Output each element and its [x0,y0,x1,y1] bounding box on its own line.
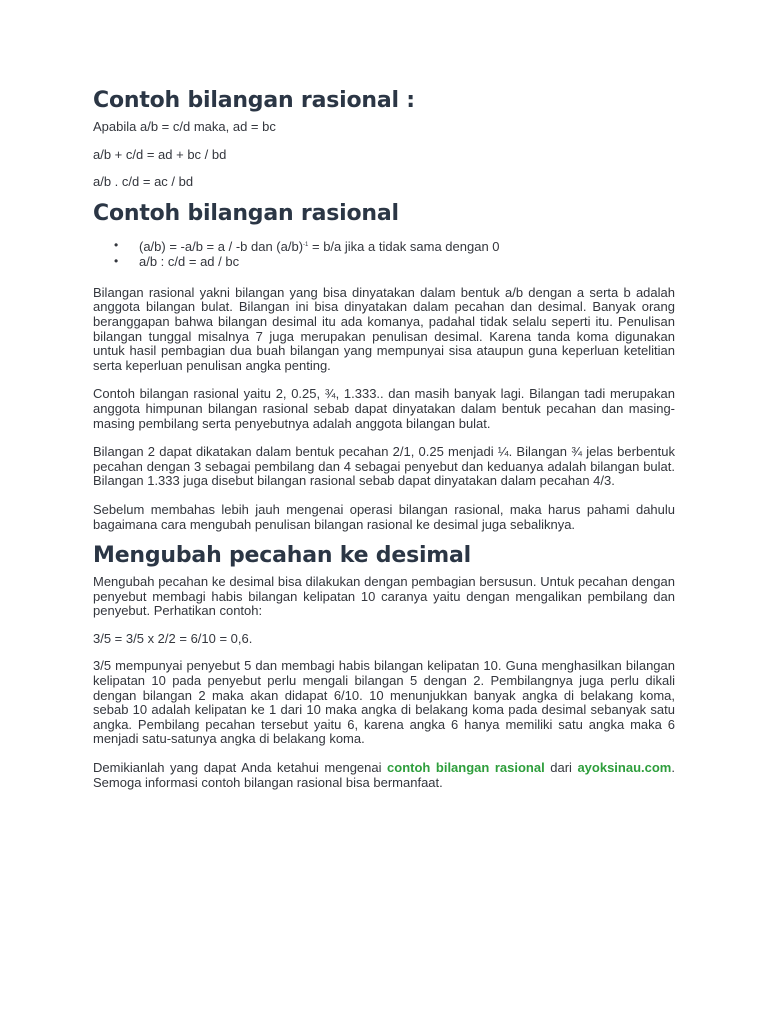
paragraph: Contoh bilangan rasional yaitu 2, 0.25, ¾, 1.333.. dan masih banyak lagi. Bilangan tadi merupakan anggota himpunan bilangan rasional sebab dapat dinyatakan dalam bentuk pecahan dan masing-masing pembilang serta penyebutnya adalah anggota bilangan bulat. [93,386,675,431]
link-contoh-bilangan-rasional[interactable]: contoh bilangan rasional [387,760,545,776]
heading-contoh-bilangan-rasional-1: Contoh bilangan rasional : [93,88,415,113]
article [93,86,675,790]
paragraph: Bilangan 2 dapat dikatakan dalam bentuk pecahan 2/1, 0.25 menjadi ¼. Bilangan ¾ jelas berbentuk pecahan dengan 3 sebagai pembilang dan 4 sebagai penyebut dan keduanya adalah bilangan bulat. Bilangan 1.333 juga disebut bilangan rasional sebab dapat dinyatakan dalam pecahan 4/3. [93,444,675,489]
formula-line-2: a/b + c/d = ad + bc / bd [93,146,227,162]
formula-line-1: Apabila a/b = c/d maka, ad = bc [93,119,276,134]
list-item: • a/b : c/d = ad / bc [114,253,240,269]
heading-mengubah-pecahan: Mengubah pecahan ke desimal [93,543,472,569]
closing-paragraph: Demikianlah yang dapat Anda ketahui mengenai contoh bilangan rasional dari ayoksinau.com. Semoga informasi contoh bilangan rasional bisa bermanfaat. [93,760,675,790]
bullet-icon: • [114,253,119,268]
heading-contoh-bilangan-rasional-2: Contoh bilangan rasional [93,200,399,226]
bullet-icon: • [114,237,119,252]
formula-line-3: a/b . c/d = ac / bd [93,174,194,190]
link-ayoksinau[interactable]: ayoksinau.com [577,760,672,776]
paragraph: 3/5 mempunyai penyebut 5 dan membagi habis bilangan kelipatan 10. Guna menghasilkan bilangan kelipatan 10 pada penyebut perlu mengali bilangan 5 dengan 2. Pembilangnya juga perlu dikali dengan bilangan 2 maka akan didapat 6/10. 10 menunjukkan banyak angka di belakang koma, sebab 10 adalah kelipatan ke 1 dari 10 maka angka di belakang koma pada desimal sebanyak satu angka. Pembilang pecahan tersebut yaitu 6, karena angka 6 hanya memiliki satu angka maka 6 menjadi satu-satunya angka di belakang koma. [93,658,675,747]
paragraph: Sebelum membahas lebih jauh mengenai operasi bilangan rasional, maka harus pahami dahulu bagaimana cara mengubah penulisan bilangan rasional ke desimal juga sebaliknya. [93,501,675,532]
example-formula: 3/5 = 3/5 x 2/2 = 6/10 = 0,6. [93,630,253,646]
formula-list [93,238,675,269]
paragraph: Mengubah pecahan ke desimal bisa dilakukan dengan pembagian bersusun. Untuk pecahan dengan penyebut membagi habis bilangan kelipatan 10 caranya yaitu dengan mengalikan pembilang dan penyebut. Perhatikan contoh: [93,574,675,619]
list-item: • (a/b) = -a/b = a / -b dan $(a/b)^{-1} = b/a$ jika a tidak sama dengan 0 [114,237,500,254]
paragraph: Bilangan rasional yakni bilangan yang bisa dinyatakan dalam bentuk a/b dengan a serta b adalah anggota bilangan bulat. Bilangan ini bisa dinyatakan dalam pecahan dan desimal. Banyak orang beranggapan bahwa bilangan desimal itu ada komanya, padahal tidak selalu seperti itu. Penulisan bilangan tunggal misalnya 7 juga merupakan penulisan desimal. Karena tanda koma digunakan untuk hasil pembagian dua buah bilangan yang mempunyai sisa ataupun guna keperluan ketelitian serta keperluan penulisan angka penting. [93,284,675,373]
